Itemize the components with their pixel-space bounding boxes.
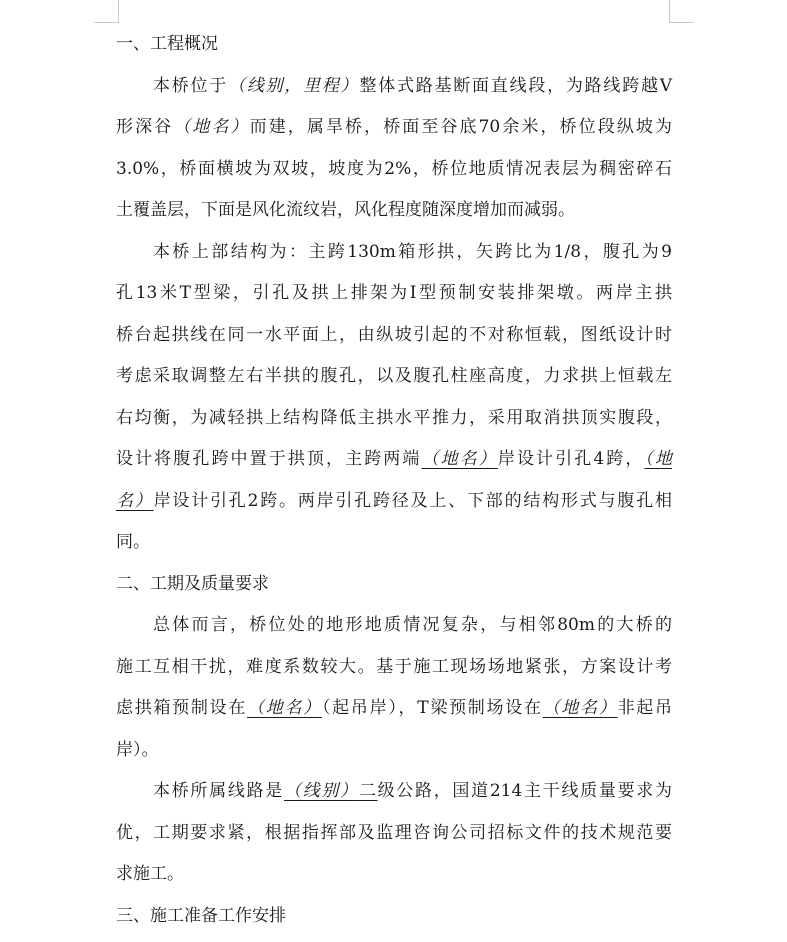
text-line (116, 481, 672, 523)
crop-mark-top-left (94, 0, 119, 23)
text-line: 3.0%，桥面横坡为双坡，坡度为2%，桥位地质情况表层为稠密碎石 (116, 158, 672, 179)
placeholder-place-name: （地名） (247, 698, 322, 718)
text-run: 二 (358, 781, 378, 801)
placeholder-place-name: （地名） (173, 117, 250, 137)
text-run: 岸设计引孔2跨。两岸引孔跨径及上、下部的结构形式与腹孔相 (153, 490, 672, 511)
text-run: 而建，属旱桥，桥面至谷底70余米，桥位段纵坡为 (249, 117, 673, 137)
placeholder-place-name: （地 (644, 449, 673, 469)
placeholder-place-name: （地名） (421, 449, 498, 469)
section-heading-overview: 一、工程概况 (116, 34, 218, 54)
paragraph-quality-requirements (116, 771, 672, 896)
text-line: 考虑采取调整左右半拱的腹孔，以及腹孔柱座高度，力求拱上恒载左 (116, 366, 672, 386)
text-run: 设计将腹孔跨中置于拱顶，主跨两端 (116, 449, 422, 469)
text-line: 岸）。 (116, 739, 159, 760)
placeholder-line-name: （线别） (284, 781, 359, 801)
text-line: 同。 (116, 532, 150, 552)
text-line: 土覆盖层，下面是风化流纹岩，风化程度随深度增加而减弱。 (116, 200, 575, 220)
text-line: 本桥上部结构为：主跨130m箱形拱，矢跨比为1/8，腹孔为9 (153, 241, 672, 262)
paragraph-superstructure (116, 232, 672, 564)
text-line (116, 439, 672, 481)
text-line (116, 107, 672, 149)
text-run: 本桥位于 (153, 75, 229, 96)
text-run: （起吊岸），T梁预制场设在 (321, 698, 543, 718)
document-body (116, 24, 672, 937)
text-run: 岸设计引孔4跨， (497, 449, 645, 469)
text-line (116, 688, 672, 730)
text-line: 孔13米T型梁，引孔及拱上排架为I型预制安装排架墩。两岸主拱 (116, 283, 672, 303)
placeholder-line-mileage: （线别，里程） (228, 75, 360, 96)
text-run: 形深谷 (116, 117, 174, 137)
placeholder-place-name: （地名） (542, 698, 618, 718)
text-line (116, 771, 672, 813)
placeholder-place-name: 名） (116, 490, 154, 511)
text-run: 本桥所属线路是 (153, 781, 284, 801)
text-line: 施工互相干扰，难度系数较大。基于施工现场场地紧张，方案设计考 (116, 656, 672, 677)
text-line: 总体而言，桥位处的地形地质情况复杂，与相邻80m的大桥的 (153, 615, 672, 635)
text-line: 桥台起拱线在同一水平面上，由纵坡引起的不对称恒载，图纸设计时 (116, 324, 672, 345)
text-run: 整体式路基断面直线段，为路线跨越V (359, 75, 673, 96)
section-heading-schedule-quality: 二、工期及质量要求 (116, 573, 269, 594)
text-line: 求施工。 (116, 864, 184, 884)
section-heading-preparation: 三、施工准备工作安排 (116, 905, 286, 926)
text-line: 优，工期要求紧，根据指挥部及监理咨询公司招标文件的技术规范要 (116, 822, 672, 843)
text-run: 非起吊 (617, 698, 673, 718)
text-line (116, 66, 672, 108)
paragraph-bridge-location (116, 66, 672, 232)
text-run: 虑拱箱预制设在 (116, 698, 248, 718)
text-line: 右均衡，为减轻拱上结构降低主拱水平推力，采用取消拱顶实腹段， (116, 407, 672, 428)
crop-mark-top-right (669, 0, 694, 23)
text-run: 级公路，国道214主干线质量要求为 (377, 781, 673, 801)
paragraph-site-conditions (116, 605, 672, 771)
